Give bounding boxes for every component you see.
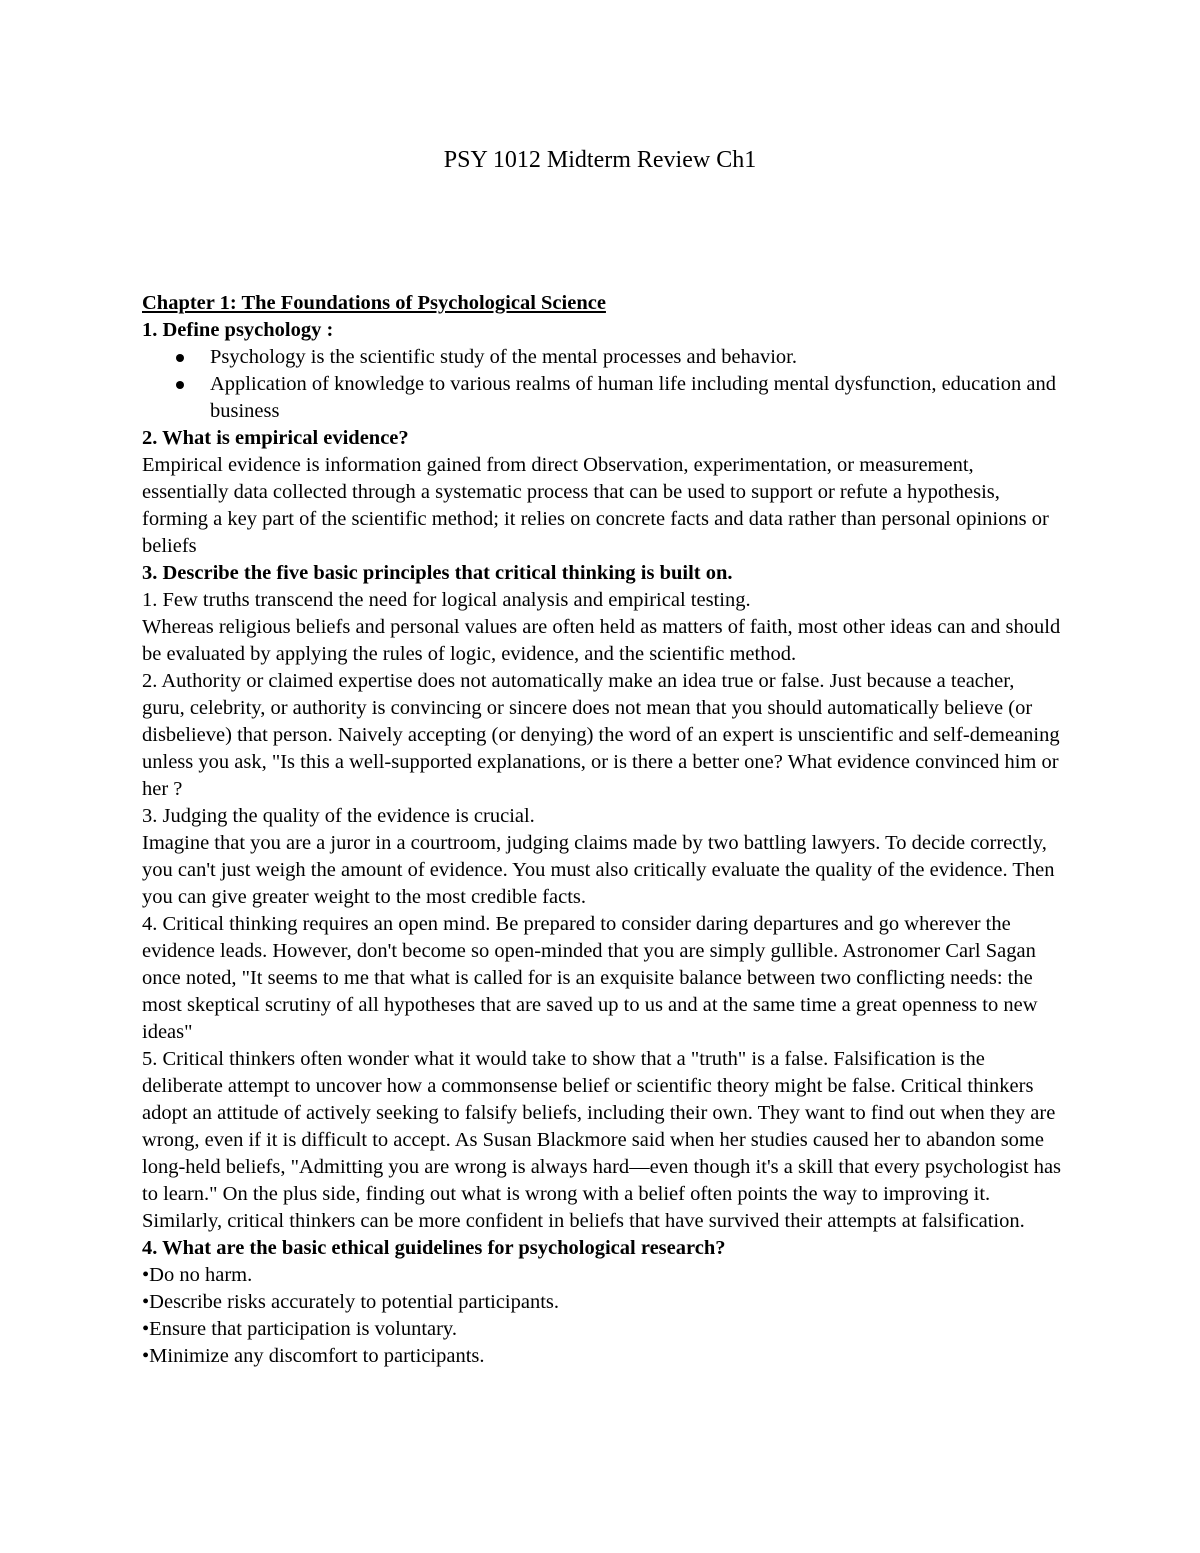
list-item: •Minimize any discomfort to participants. [142, 1345, 485, 1367]
list-item: •Do no harm. [142, 1264, 253, 1286]
principle-1-text: Whereas religious beliefs and personal values are often held as matters of faith, most other ideas can and should be evaluated by applying the rules of logic, evidence, and the scientific method. [142, 616, 1061, 665]
document-body [142, 290, 1062, 1370]
document-title: PSY 1012 Midterm Review Ch1 [443, 147, 757, 173]
bullet-text: Psychology is the scientific study of the mental processes and behavior. [210, 346, 797, 368]
bullet-item [142, 371, 1062, 425]
question-2-heading: 2. What is empirical evidence? [142, 427, 409, 449]
question-2-answer: Empirical evidence is information gained from direct Observation, experimentation, or measurement, essentially data collected through a systematic process that can be used to support or refute a hypothesis, forming a key part of the scientific method; it relies on concrete facts and data rather than personal opinions or beliefs [142, 454, 1049, 557]
principle-3-title: 3. Judging the quality of the evidence is crucial. [142, 805, 535, 827]
principle-1-title: 1. Few truths transcend the need for logical analysis and empirical testing. [142, 589, 751, 611]
question-1-bullet-list [142, 344, 1062, 425]
principle-4-text: 4. Critical thinking requires an open mind. Be prepared to consider daring departures and go wherever the evidence leads. However, don't become so open-minded that you are simply gullible. Astronomer Carl Sagan once noted, "It seems to me that what is called for is an exquisite balance between two conflicting needs: the most skeptical scrutiny of all hypotheses that are saved up to us and at the same time a great openness to new ideas" [142, 913, 1038, 1043]
bullet-item [142, 344, 1062, 371]
bullet-dot-icon [176, 381, 184, 389]
list-item: •Ensure that participation is voluntary. [142, 1318, 457, 1340]
principle-5-text: 5. Critical thinkers often wonder what it would take to show that a "truth" is a false. Falsification is the deliberate attempt to uncover how a commonsense belief or scientific theory might be false. Critical thinkers adopt an attitude of actively seeking to falsify beliefs, including their own. They want to find out when they are wrong, even if it is difficult to accept. As Susan Blackmore said when her studies caused her to abandon some long-held beliefs, "Admitting you are wrong is always hard—even though it's a skill that every psychologist has to learn." On the plus side, finding out what is wrong with a belief often points the way to improving it. Similarly, critical thinkers can be more confident in beliefs that have survived their attempts at falsification. [142, 1048, 1062, 1232]
principle-2-text: 2. Authority or claimed expertise does not automatically make an idea true or false. Just because a teacher, guru, celebrity, or authority is convincing or sincere does not mean that you should automatically believe (or disbelieve) that person. Naively accepting (or denying) the word of an expert is unscientific and self-demeaning unless you ask, "Is this a well-supported explanations, or is there a better one? What evidence convinced him or her ? [142, 670, 1060, 800]
bullet-dot-icon [176, 354, 184, 362]
list-item: •Describe risks accurately to potential participants. [142, 1291, 560, 1313]
question-1-heading: 1. Define psychology : [142, 319, 334, 341]
principle-3-text: Imagine that you are a juror in a courtroom, judging claims made by two battling lawyers. To decide correctly, you can't just weigh the amount of evidence. You must also critically evaluate the quality of the evidence. Then you can give greater weight to the most credible facts. [142, 832, 1055, 908]
ethics-guideline-list [142, 1262, 1062, 1370]
question-4-heading: 4. What are the basic ethical guidelines for psychological research? [142, 1237, 726, 1259]
bullet-text: Application of knowledge to various realms of human life including mental dysfunction, education and business [210, 373, 1056, 422]
question-3-heading: 3. Describe the five basic principles that critical thinking is built on. [142, 562, 733, 584]
chapter-heading: Chapter 1: The Foundations of Psychological Science [142, 292, 606, 314]
